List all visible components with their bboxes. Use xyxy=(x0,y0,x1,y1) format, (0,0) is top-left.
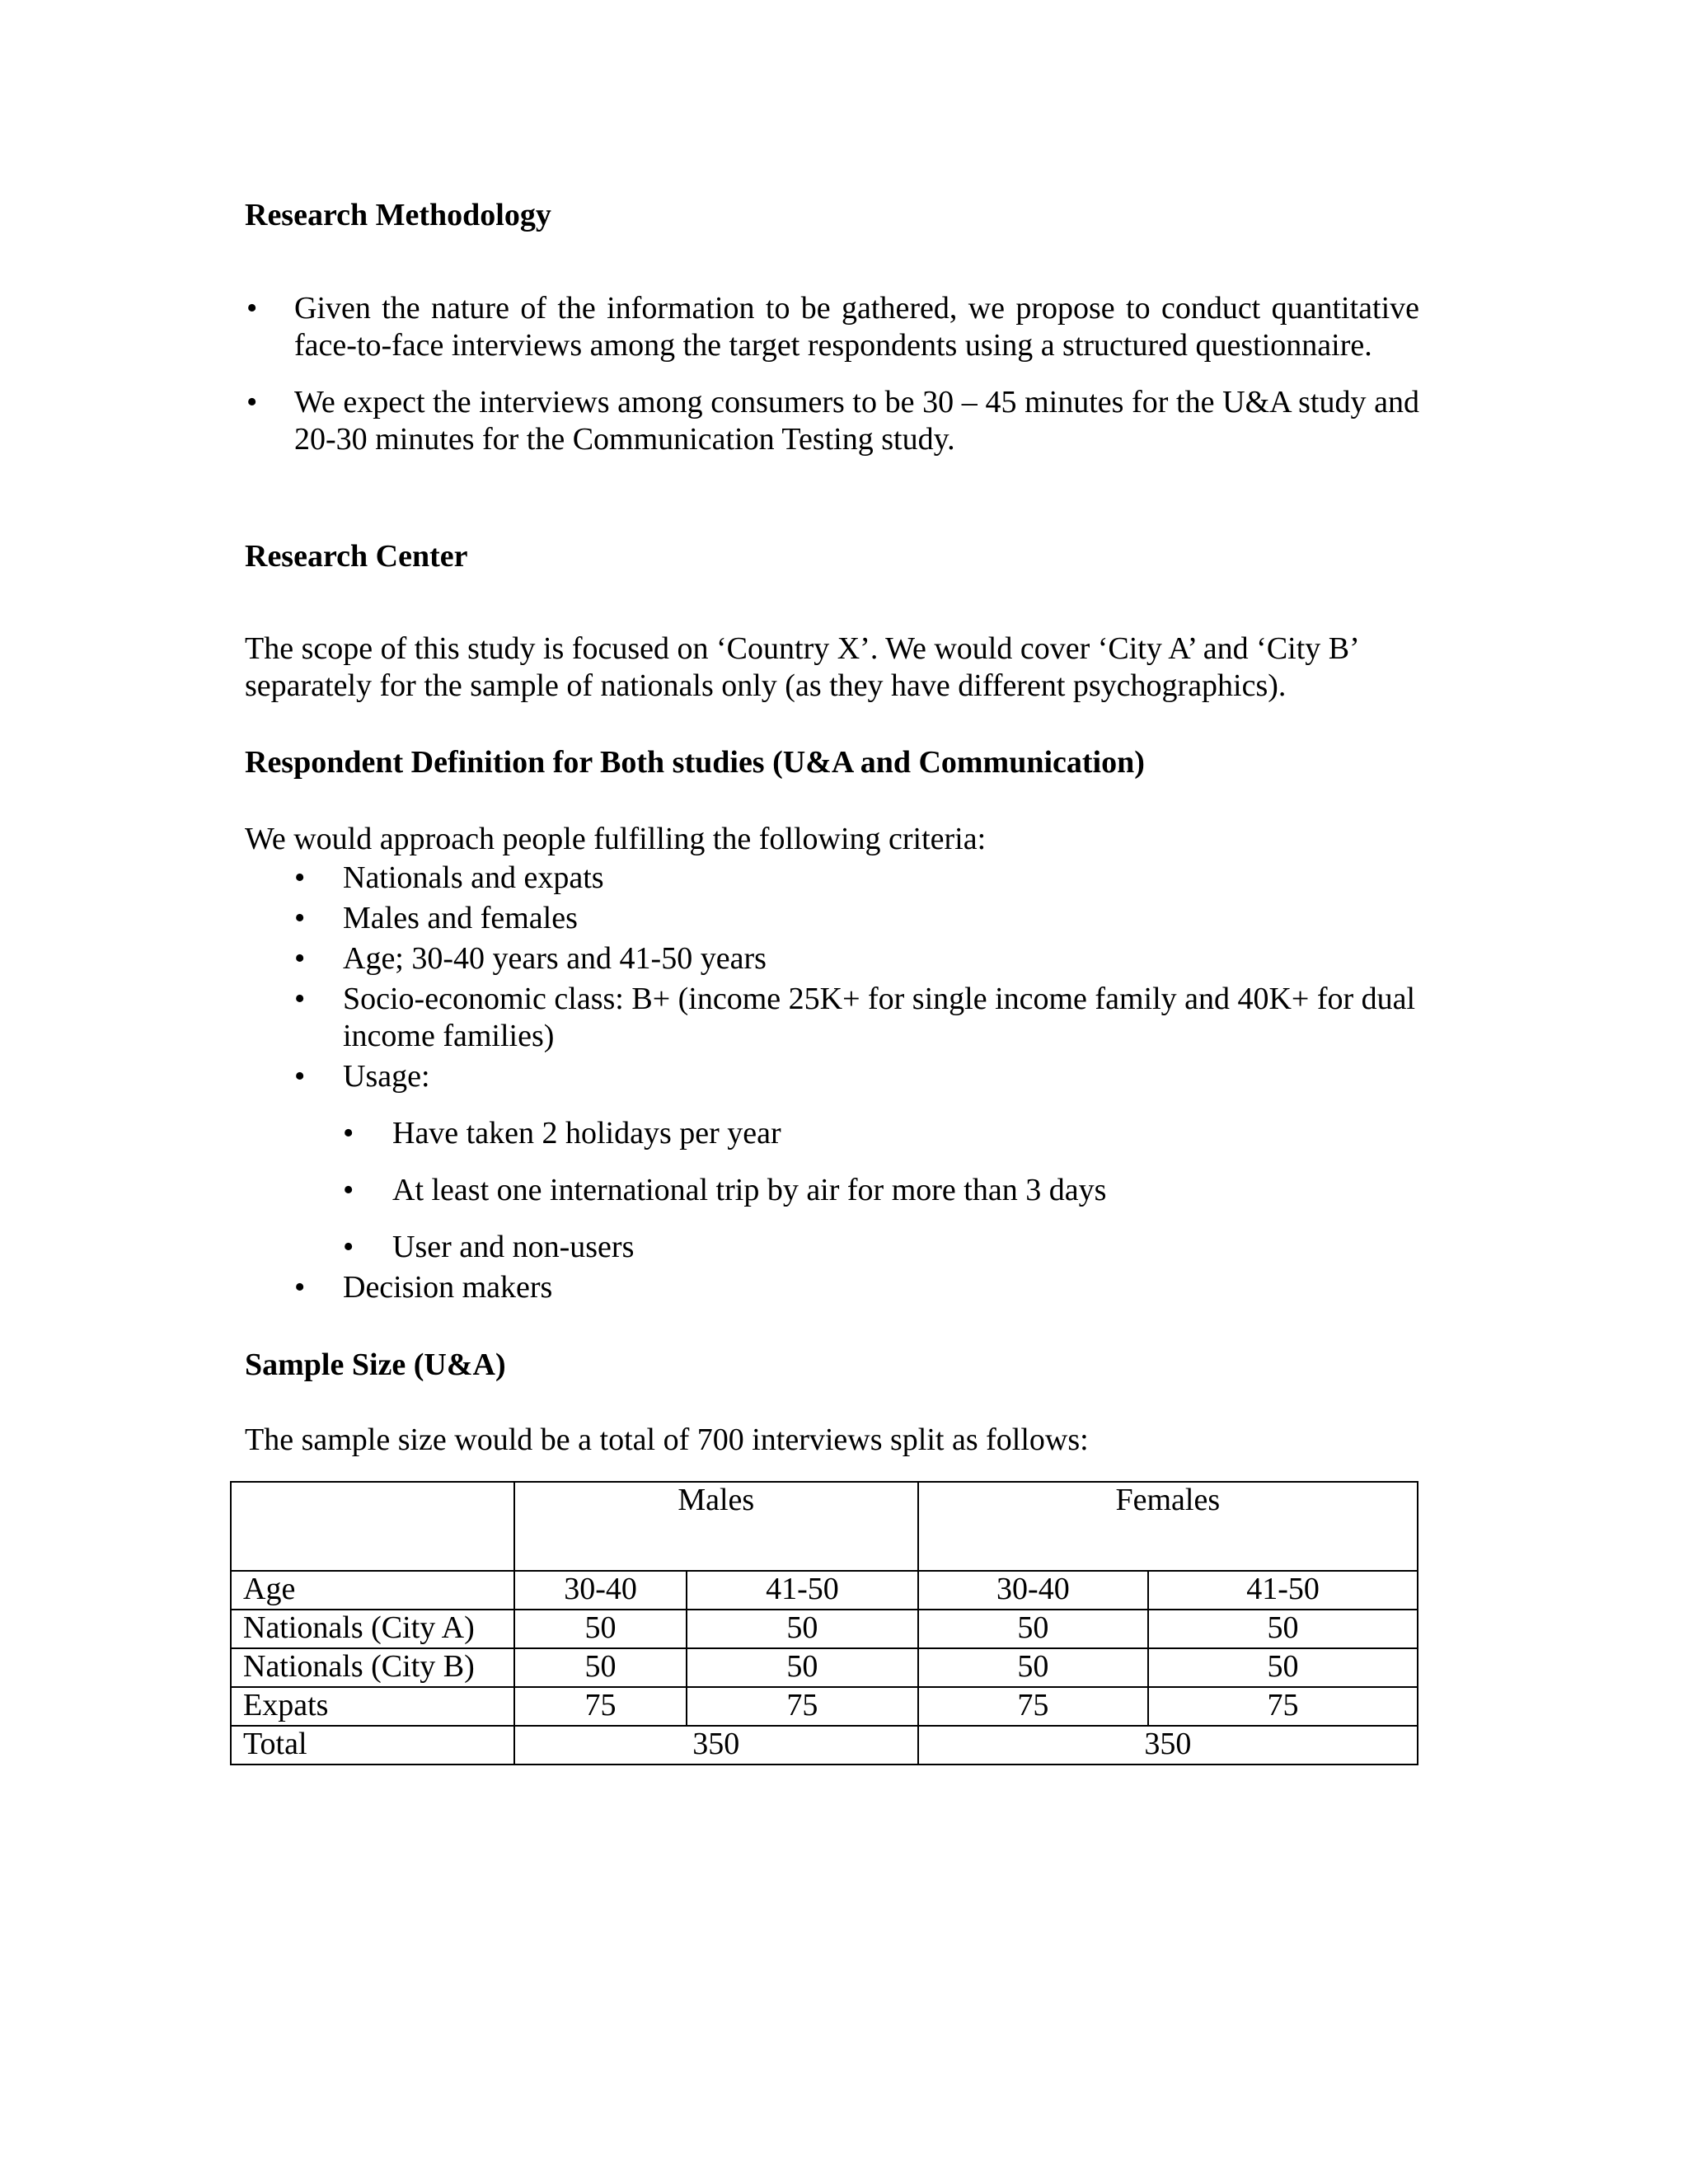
usage-sub-text: User and non-users xyxy=(392,1230,635,1264)
list-item xyxy=(294,940,1423,981)
table-cell: 75 xyxy=(918,1687,1148,1726)
heading-respondent-definition: Respondent Definition for Both studies (U&A and Communication) xyxy=(245,745,1145,780)
bullet-icon: • xyxy=(246,291,258,326)
criteria-text: Decision makers xyxy=(343,1270,553,1305)
criteria-list xyxy=(294,860,1423,1306)
row-label: Nationals (City A) xyxy=(231,1610,514,1648)
females-header: Females xyxy=(918,1482,1418,1571)
table-header-row xyxy=(231,1482,1418,1571)
list-item xyxy=(343,1115,1423,1152)
row-label: Nationals (City B) xyxy=(231,1648,514,1687)
table-cell: 50 xyxy=(1148,1610,1418,1648)
table-cell-empty xyxy=(231,1482,514,1571)
age-group-cell: 41-50 xyxy=(1148,1571,1418,1610)
age-group-cell: 30-40 xyxy=(514,1571,687,1610)
table-cell: 50 xyxy=(1148,1648,1418,1687)
criteria-text: Age; 30-40 years and 41-50 years xyxy=(343,941,767,976)
methodology-bullet-text: We expect the interviews among consumers to be 30 – 45 minutes for the U&A study and 20-30 minutes for the Communication Testing study. xyxy=(294,385,1419,457)
age-group-cell: 30-40 xyxy=(918,1571,1148,1610)
criteria-text: Usage: xyxy=(343,1059,430,1094)
bullet-icon: • xyxy=(294,860,306,895)
males-header: Males xyxy=(514,1482,918,1571)
table-cell: 50 xyxy=(514,1610,687,1648)
table-row xyxy=(231,1610,1418,1648)
table-cell: 50 xyxy=(687,1610,917,1648)
bullet-icon: • xyxy=(343,1173,354,1207)
table-cell: 50 xyxy=(918,1648,1148,1687)
table-cell: 75 xyxy=(1148,1687,1418,1726)
list-item xyxy=(294,1269,1423,1306)
usage-sub-list xyxy=(343,1115,1423,1266)
bullet-icon: • xyxy=(246,385,258,419)
heading-research-center: Research Center xyxy=(245,539,468,574)
sample-intro: The sample size would be a total of 700 interviews split as follows: xyxy=(245,1422,1089,1457)
total-label: Total xyxy=(231,1726,514,1765)
bullet-icon: • xyxy=(294,901,306,935)
criteria-text: Males and females xyxy=(343,901,578,935)
table-cell: 50 xyxy=(918,1610,1148,1648)
table-cell: 50 xyxy=(687,1648,917,1687)
table-cell: 50 xyxy=(514,1648,687,1687)
criteria-text: Socio-economic class: B+ (income 25K+ for single income family and 40K+ for dual income families) xyxy=(343,982,1416,1053)
age-group-cell: 41-50 xyxy=(687,1571,917,1610)
list-item xyxy=(343,1229,1423,1266)
list-item xyxy=(294,981,1423,1058)
research-center-text: The scope of this study is focused on ‘Country X’. We would cover ‘City A’ and ‘City B’ separately for the sample of nationals only (as they have different psychographics). xyxy=(245,631,1357,703)
bullet-icon: • xyxy=(343,1230,354,1264)
bullet-icon: • xyxy=(294,1059,306,1094)
list-item xyxy=(343,1172,1423,1209)
list-item xyxy=(294,1058,1423,1266)
methodology-bullet-text: Given the nature of the information to be gathered, we propose to conduct quantitative face-to-face interviews among the target respondents using a structured questionnaire. xyxy=(294,291,1419,363)
respondent-intro: We would approach people fulfilling the following criteria: xyxy=(245,822,987,856)
list-item xyxy=(245,384,1419,458)
table-row-total xyxy=(231,1726,1418,1765)
sample-size-table xyxy=(230,1481,1418,1765)
usage-sub-text: At least one international trip by air for more than 3 days xyxy=(392,1173,1107,1207)
bullet-icon: • xyxy=(343,1116,354,1151)
list-item xyxy=(294,860,1423,900)
list-item xyxy=(245,290,1419,364)
table-row xyxy=(231,1687,1418,1726)
total-males: 350 xyxy=(514,1726,918,1765)
bullet-icon: • xyxy=(294,941,306,976)
methodology-bullet-list xyxy=(245,290,1419,458)
table-cell: 75 xyxy=(514,1687,687,1726)
table-row xyxy=(231,1571,1418,1610)
usage-sub-text: Have taken 2 holidays per year xyxy=(392,1116,781,1151)
table-row xyxy=(231,1648,1418,1687)
criteria-text: Nationals and expats xyxy=(343,860,604,895)
list-item xyxy=(294,900,1423,940)
total-females: 350 xyxy=(918,1726,1418,1765)
row-label: Expats xyxy=(231,1687,514,1726)
heading-sample-size: Sample Size (U&A) xyxy=(245,1347,506,1382)
bullet-icon: • xyxy=(294,982,306,1016)
table-cell: 75 xyxy=(687,1687,917,1726)
age-label: Age xyxy=(231,1571,514,1610)
bullet-icon: • xyxy=(294,1270,306,1305)
heading-research-methodology: Research Methodology xyxy=(245,198,551,232)
